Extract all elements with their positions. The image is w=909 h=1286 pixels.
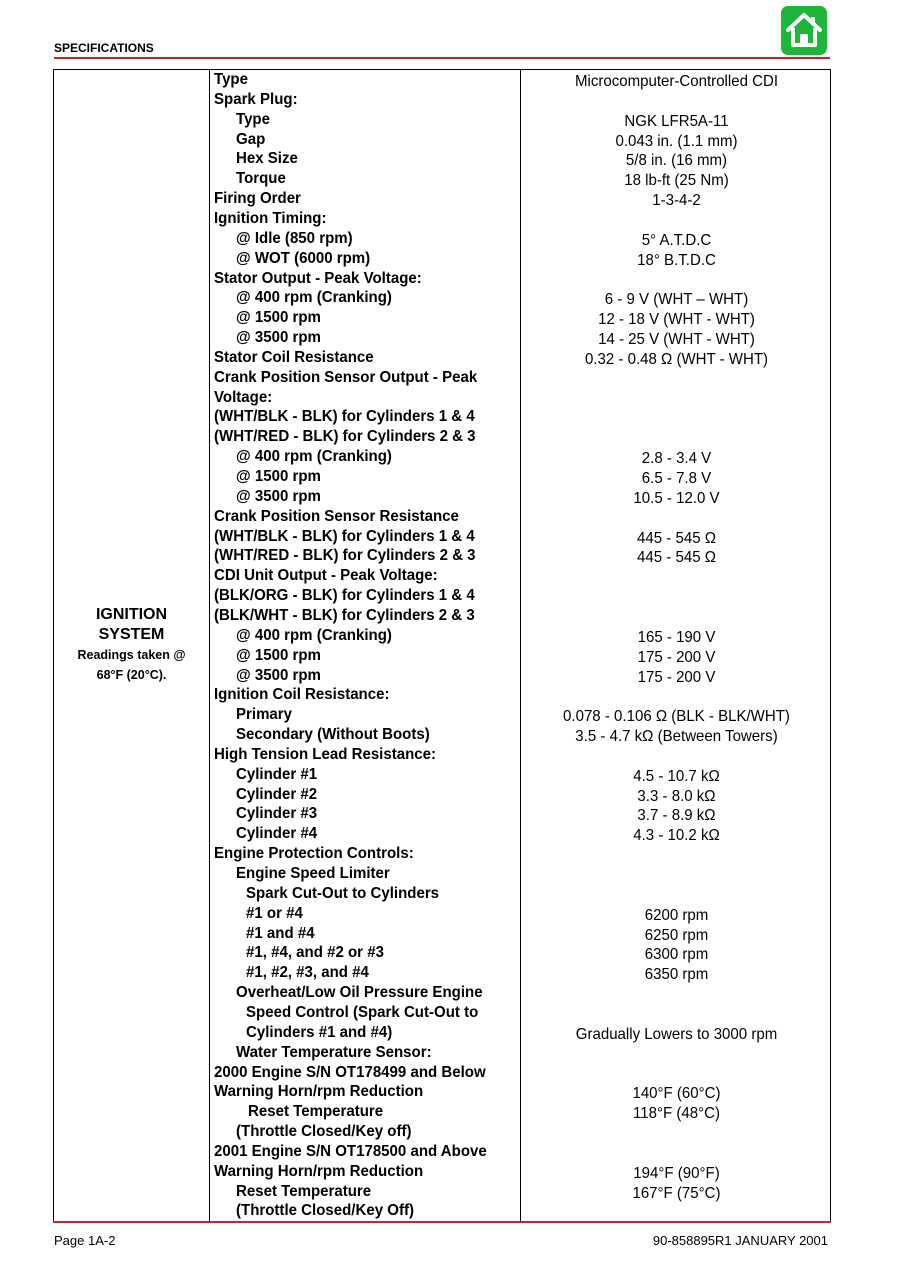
spec-row (54, 904, 830, 924)
spec-row (54, 368, 830, 388)
spec-row (54, 884, 830, 904)
spec-label: Speed Control (Spark Cut-Out to (246, 1003, 479, 1021)
spec-row (54, 1003, 830, 1023)
spec-label: Type (236, 110, 270, 128)
spec-value: 0.32 - 0.48 Ω (WHT - WHT) (584, 350, 769, 368)
spec-row (54, 269, 830, 289)
spec-label: #1, #4, and #2 or #3 (246, 944, 384, 962)
spec-value: 6350 rpm (644, 966, 709, 984)
spec-row (54, 229, 830, 249)
spec-value: 165 - 190 V (637, 628, 716, 646)
spec-label: @ 400 rpm (Cranking) (236, 289, 392, 307)
spec-value: 0.078 - 0.106 Ω (BLK - BLK/WHT) (563, 708, 790, 726)
spec-label: Spark Plug: (214, 90, 298, 108)
spec-row (54, 824, 830, 844)
spec-row (54, 487, 830, 507)
spec-label: @ 3500 rpm (236, 666, 321, 684)
spec-label: Firing Order (214, 190, 301, 208)
spec-row (54, 348, 830, 368)
spec-label: @ 3500 rpm (236, 487, 321, 505)
spec-row (54, 407, 830, 427)
spec-label: Cylinders #1 and #4) (246, 1023, 393, 1041)
spec-label: Reset Temperature (236, 1182, 372, 1200)
spec-label: Water Temperature Sensor: (236, 1043, 432, 1061)
spec-label: @ 1500 rpm (236, 309, 321, 327)
spec-value: 1-3-4-2 (652, 192, 701, 210)
spec-label: (BLK/ORG - BLK) for Cylinders 1 & 4 (214, 587, 475, 605)
spec-value: 2.8 - 3.4 V (641, 450, 712, 468)
spec-label: (WHT/BLK - BLK) for Cylinders 1 & 4 (214, 408, 475, 426)
spec-value: 3.3 - 8.0 kΩ (637, 787, 716, 805)
spec-row (54, 249, 830, 269)
spec-label: 2001 Engine S/N OT178500 and Above (214, 1142, 487, 1160)
spec-row (54, 189, 830, 209)
spec-label: (Throttle Closed/Key Off) (236, 1202, 414, 1220)
spec-value: 18° B.T.D.C (637, 251, 716, 269)
spec-value: 6250 rpm (644, 926, 709, 944)
spec-label: Cylinder #3 (236, 805, 318, 823)
spec-value: 0.043 in. (1.1 mm) (615, 132, 738, 150)
spec-label: Stator Output - Peak Voltage: (214, 269, 422, 287)
spec-row (54, 149, 830, 169)
spec-value: Gradually Lowers to 3000 rpm (575, 1025, 778, 1043)
spec-label: Warning Horn/rpm Reduction (214, 1083, 424, 1101)
spec-row (54, 1082, 830, 1102)
spec-value: 175 - 200 V (637, 648, 716, 666)
spec-row (54, 169, 830, 189)
spec-value: 4.3 - 10.2 kΩ (633, 827, 720, 845)
spec-row (54, 1122, 830, 1142)
spec-label: (Throttle Closed/Key off) (236, 1123, 412, 1141)
spec-value: 5/8 in. (16 mm) (625, 152, 728, 170)
spec-label: Cylinder #1 (236, 765, 318, 783)
spec-label: Voltage: (214, 388, 273, 406)
spec-row (54, 288, 830, 308)
spec-label: @ 400 rpm (Cranking) (236, 626, 392, 644)
spec-label: Crank Position Sensor Resistance (214, 507, 459, 525)
spec-row (54, 507, 830, 527)
spec-row (54, 765, 830, 785)
spec-label: Reset Temperature (248, 1103, 384, 1121)
spec-value: 18 lb-ft (25 Nm) (624, 172, 729, 190)
spec-row (54, 983, 830, 1003)
spec-row (54, 1201, 830, 1221)
system-note: Readings taken @ (77, 648, 186, 662)
spec-label: Gap (236, 130, 266, 148)
spec-row (54, 427, 830, 447)
header-rule (54, 57, 830, 59)
spec-label: (BLK/WHT - BLK) for Cylinders 2 & 3 (214, 606, 475, 624)
spec-row (54, 1142, 830, 1162)
spec-value: 194°F (90°F) (633, 1164, 720, 1182)
spec-row (54, 130, 830, 150)
spec-row (54, 1043, 830, 1063)
spec-row (54, 685, 830, 705)
spec-row (54, 804, 830, 824)
spec-label: #1, #2, #3, and #4 (246, 964, 369, 982)
spec-label: #1 or #4 (246, 904, 303, 922)
spec-row (54, 646, 830, 666)
spec-row (54, 586, 830, 606)
spec-row (54, 70, 830, 90)
bottom-rule (53, 1221, 831, 1223)
spec-row (54, 844, 830, 864)
spec-value: 5° A.T.D.C (641, 231, 712, 249)
spec-label: Overheat/Low Oil Pressure Engine (236, 984, 483, 1002)
spec-row (54, 328, 830, 348)
spec-row (54, 447, 830, 467)
system-note: 68°F (20°C). (96, 668, 167, 682)
spec-value: 445 - 545 Ω (637, 529, 716, 547)
spec-label: #1 and #4 (246, 924, 315, 942)
spec-value: 175 - 200 V (637, 668, 716, 686)
spec-value: 10.5 - 12.0 V (633, 489, 720, 507)
spec-value: 3.5 - 4.7 kΩ (Between Towers) (575, 728, 778, 746)
home-icon (785, 11, 823, 49)
spec-label: @ WOT (6000 rpm) (236, 249, 371, 267)
spec-row (54, 467, 830, 487)
spec-value: Microcomputer-Controlled CDI (574, 73, 779, 90)
spec-row (54, 606, 830, 626)
spec-value: 6.5 - 7.8 V (641, 470, 712, 487)
spec-row (54, 566, 830, 586)
spec-label: @ 3500 rpm (236, 329, 321, 347)
spec-label: @ 1500 rpm (236, 468, 321, 485)
spec-row (54, 209, 830, 229)
spec-value: 12 - 18 V (WHT - WHT) (598, 311, 755, 329)
spec-value: 14 - 25 V (WHT - WHT) (598, 331, 755, 349)
spec-label: Type (214, 71, 248, 88)
spec-row (54, 1182, 830, 1202)
spec-label: Cylinder #2 (236, 785, 318, 803)
spec-row (54, 1063, 830, 1083)
footer-page: Page 1A-2 (54, 1233, 116, 1248)
spec-label: Crank Position Sensor Output - Peak (214, 368, 478, 386)
spec-value: 6 - 9 V (WHT – WHT) (604, 291, 749, 309)
spec-row (54, 527, 830, 547)
system-name: SYSTEM (98, 626, 165, 643)
spec-row (54, 1162, 830, 1182)
spec-row (54, 705, 830, 725)
spec-label: Spark Cut-Out to Cylinders (246, 884, 440, 902)
spec-label: Stator Coil Resistance (214, 348, 374, 366)
spec-row (54, 725, 830, 745)
header-title: SPECIFICATIONS (54, 41, 154, 55)
spec-value: 6200 rpm (644, 906, 709, 924)
spec-row (54, 388, 830, 408)
spec-value: 118°F (48°C) (633, 1105, 720, 1123)
spec-row (54, 308, 830, 328)
system-name: IGNITION (95, 606, 168, 623)
spec-label: Engine Protection Controls: (214, 845, 414, 863)
spec-label: 2000 Engine S/N OT178499 and Below (214, 1063, 486, 1081)
spec-label: @ 1500 rpm (236, 646, 321, 664)
spec-value: NGK LFR5A-11 (624, 112, 729, 130)
spec-row (54, 90, 830, 110)
footer-doc-id: 90-858895R1 JANUARY 2001 (652, 1233, 828, 1248)
spec-row (54, 626, 830, 646)
spec-label: Cylinder #4 (236, 825, 318, 843)
home-button[interactable] (781, 6, 827, 55)
spec-row (54, 666, 830, 686)
spec-row (54, 785, 830, 805)
spec-label: Ignition Timing: (214, 209, 327, 227)
spec-label: Torque (236, 170, 286, 188)
spec-label: Primary (236, 706, 293, 724)
spec-label: High Tension Lead Resistance: (214, 745, 437, 763)
spec-label: Warning Horn/rpm Reduction (214, 1162, 424, 1180)
spec-value: 445 - 545 Ω (637, 549, 716, 567)
spec-value: 3.7 - 8.9 kΩ (637, 807, 716, 825)
spec-label: CDI Unit Output - Peak Voltage: (214, 567, 438, 585)
spec-label: Secondary (Without Boots) (236, 726, 430, 744)
spec-value: 6300 rpm (644, 946, 709, 964)
spec-label: Ignition Coil Resistance: (214, 686, 390, 704)
spec-row (54, 864, 830, 884)
spec-value: 167°F (75°C) (632, 1184, 721, 1202)
spec-label: @ 400 rpm (Cranking) (236, 448, 392, 466)
spec-row (54, 546, 830, 566)
spec-label: (WHT/BLK - BLK) for Cylinders 1 & 4 (214, 527, 475, 545)
spec-row (54, 745, 830, 765)
spec-row (54, 924, 830, 944)
spec-row (54, 1023, 830, 1043)
spec-value: 140°F (60°C) (632, 1085, 721, 1103)
spec-table (53, 69, 831, 1223)
spec-label: (WHT/RED - BLK) for Cylinders 2 & 3 (214, 547, 476, 565)
spec-label: Engine Speed Limiter (236, 865, 390, 882)
spec-label: (WHT/RED - BLK) for Cylinders 2 & 3 (214, 428, 476, 446)
spec-row (54, 943, 830, 963)
spec-row (54, 110, 830, 130)
spec-label: @ Idle (850 rpm) (236, 229, 353, 247)
spec-value: 4.5 - 10.7 kΩ (633, 767, 720, 785)
spec-row (54, 1102, 830, 1122)
spec-row (54, 963, 830, 983)
spec-label: Hex Size (236, 150, 298, 168)
